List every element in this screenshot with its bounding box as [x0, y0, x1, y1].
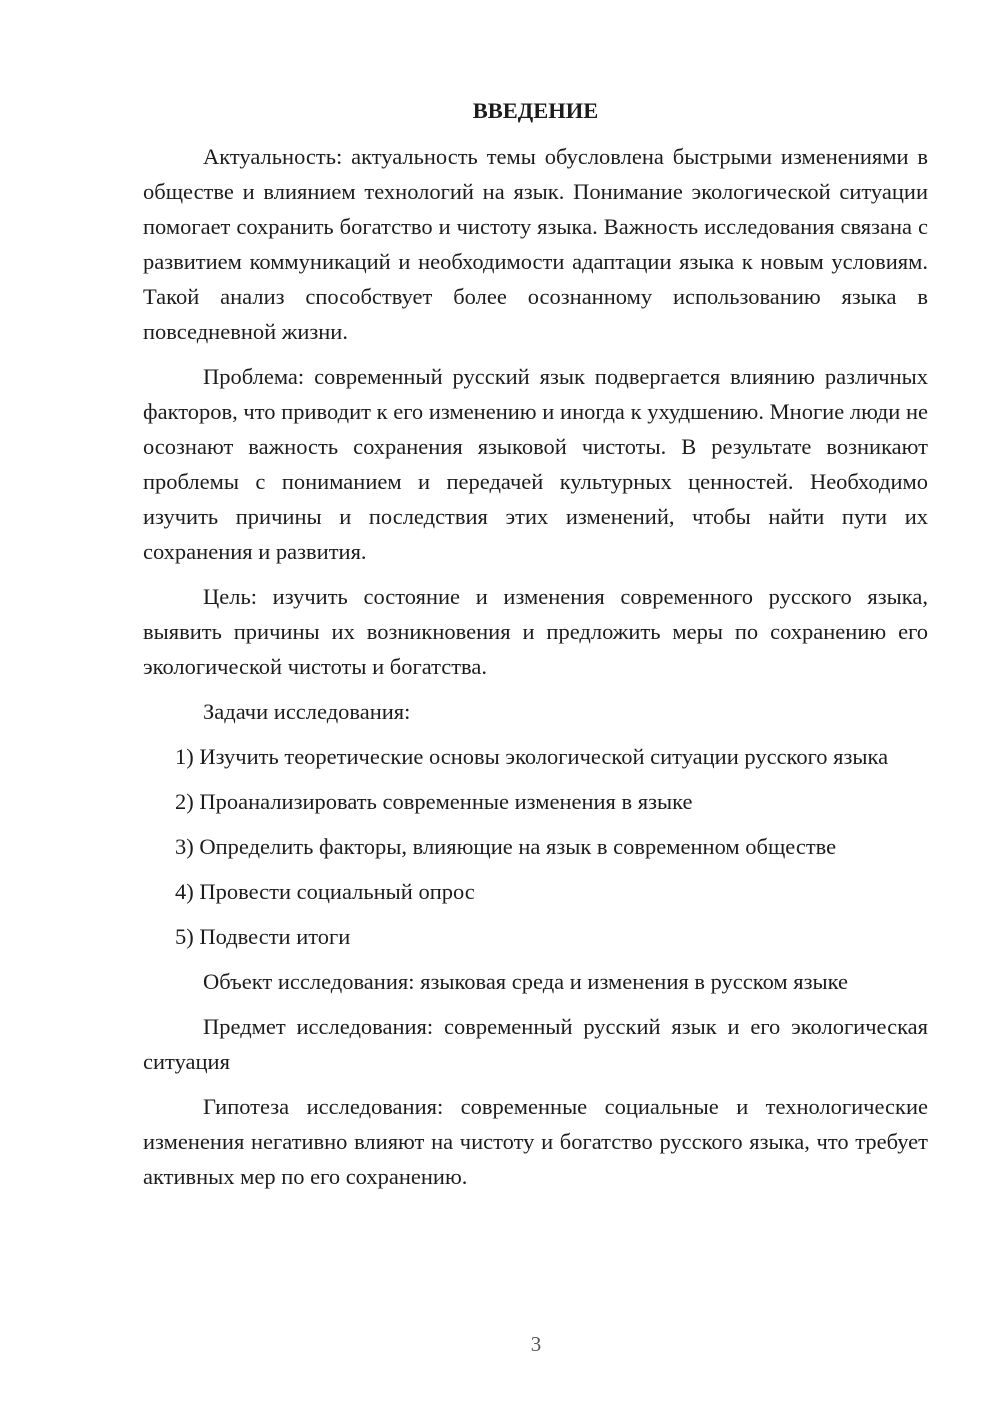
- document-page: [143, 95, 928, 1204]
- tasks-title: Задачи исследования:: [203, 699, 411, 724]
- object-paragraph: Объект исследования: языковая среда и изменения в русском языке: [203, 969, 848, 994]
- task-item-5: 5) Подвести итоги: [175, 924, 351, 949]
- task-item-2: 2) Проанализировать современные изменения в языке: [175, 789, 693, 814]
- page-number: 3: [530, 1332, 542, 1356]
- task-item-1: 1) Изучить теоретические основы экологической ситуации русского языка: [175, 744, 889, 769]
- task-item-3: 3) Определить факторы, влияющие на язык в современном обществе: [175, 834, 837, 859]
- tasks-list: [143, 739, 928, 954]
- relevance-paragraph: Актуальность: актуальность темы обусловлена быстрыми изменениями в обществе и влиянием технологий на язык. Понимание экологической ситуации помогает сохранить богатство и чистоту языка. Важность исследования связана с развитием коммуникаций и необходимости адаптации языка к новым условиям. Такой анализ способствует более осознанному использованию языка в повседневной жизни.: [143, 144, 928, 344]
- task-item-4: 4) Провести социальный опрос: [175, 879, 475, 904]
- goal-paragraph: Цель: изучить состояние и изменения современного русского языка, выявить причины их возникновения и предложить меры по сохранению его экологической чистоты и богатства.: [143, 584, 928, 679]
- hypothesis-paragraph: Гипотеза исследования: современные социальные и технологические изменения негативно влияют на чистоту и богатство русского языка, что требует активных мер по его сохранению.: [143, 1094, 928, 1189]
- section-heading: ВВЕДЕНИЕ: [472, 98, 599, 123]
- problem-paragraph: Проблема: современный русский язык подвергается влиянию различных факторов, что приводит к его изменению и иногда к ухудшению. Многие люди не осознают важность сохранения языковой чистоты. В результате возникают проблемы с пониманием и передачей культурных ценностей. Необходимо изучить причины и последствия этих изменений, чтобы найти пути их сохранения и развития.: [143, 364, 928, 564]
- subject-paragraph: Предмет исследования: современный русский язык и его экологическая ситуация: [143, 1014, 928, 1074]
